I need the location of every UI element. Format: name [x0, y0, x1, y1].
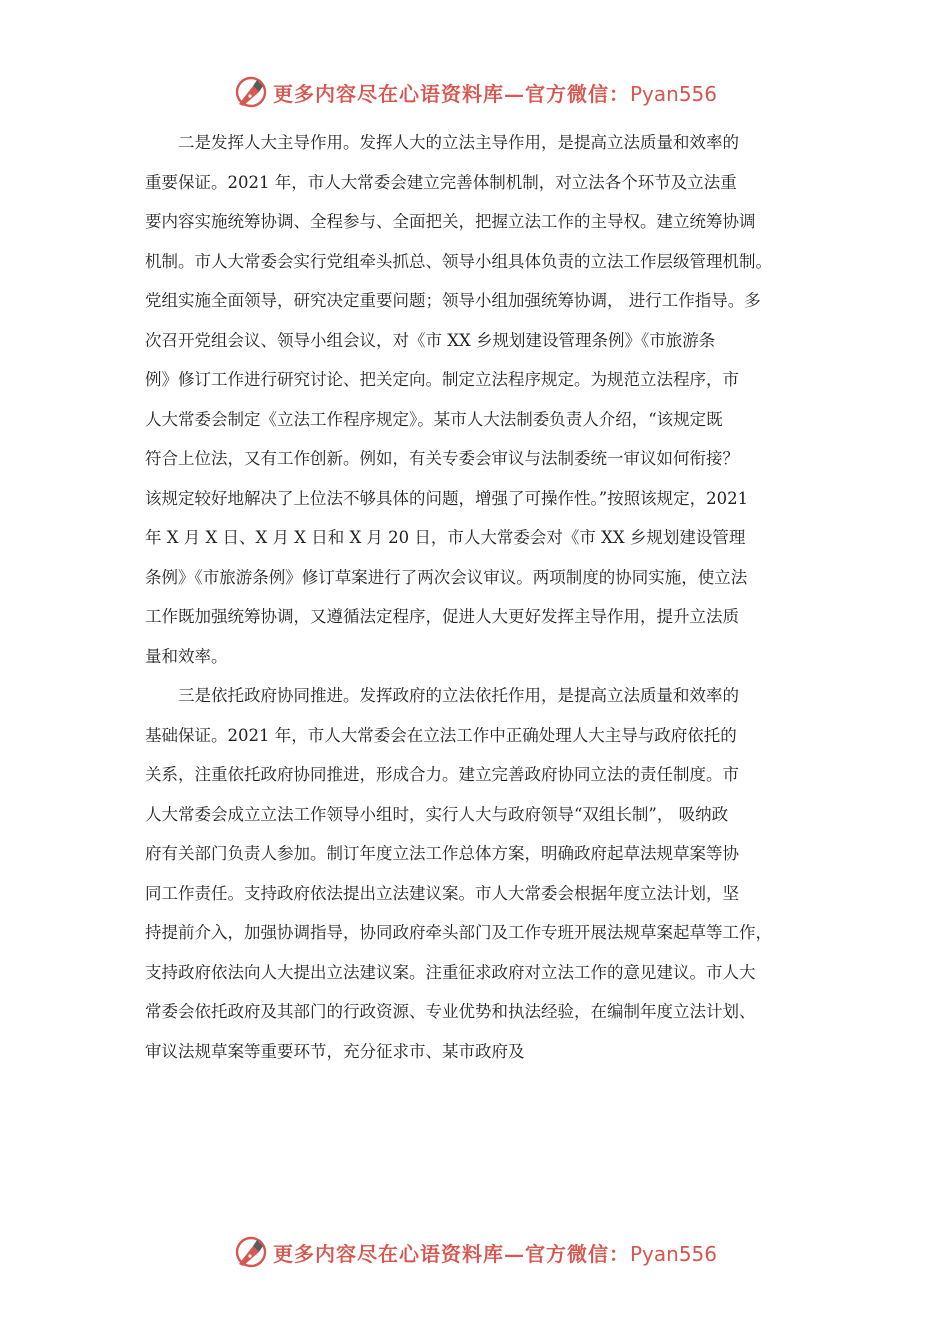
- text-line: 要内容实施统筹协调、全程参与、全面把关，把握立法工作的主导权。建立统筹协调: [145, 212, 756, 231]
- text-line: 党组实施全面领导，研究决定重要问题；领导小组加强统筹协调， 进行工作指导。多: [145, 291, 761, 310]
- text-line: 人大常委会制定《立法工作程序规定》。某市人大法制委负责人介绍，“该规定既: [145, 409, 723, 429]
- text-line: 同工作责任。支持政府依法提出立法建议案。市人大常委会根据年度立法计划，坚: [145, 883, 739, 903]
- text-line: 重要保证。2021 年，市人大常委会建立完善体制机制，对立法各个环节及立法重: [145, 172, 737, 192]
- watermark-text: 更多内容尽在心语资料库—官方微信：Pyan556: [272, 1241, 717, 1266]
- pen-nib-logo-icon: [233, 1234, 269, 1270]
- header-watermark: [0, 72, 950, 112]
- text-line: 量和效率。: [145, 646, 228, 666]
- paragraph-2: [145, 676, 825, 1071]
- text-line: 机制。市人大常委会实行党组牵头抓总、领导小组具体负责的立法工作层级管理机制。: [145, 251, 772, 271]
- footer-watermark: [0, 1232, 950, 1272]
- text-line: 常委会依托政府及其部门的行政资源、专业优势和执法经验，在编制年度立法计划、: [145, 1002, 756, 1021]
- text-line: 人大常委会成立立法工作领导小组时，实行人大与政府领导“双组长制”， 吸纳政: [145, 804, 729, 824]
- document-body: [145, 123, 825, 1071]
- text-line: 支持政府依法向人大提出立法建议案。注重征求政府对立法工作的意见建议。市人大: [145, 962, 756, 982]
- text-line: 审议法规草案等重要环节，充分征求市、某市政府及: [145, 1041, 525, 1061]
- text-line: 二是发挥人大主导作用。发挥人大的立法主导作用，是提高立法质量和效率的: [178, 133, 739, 152]
- text-line: 年 X 月 X 日、X 月 X 日和 X 月 20 日，市人大常委会对《市 XX 乡规划建设管理: [145, 528, 746, 547]
- text-line: 条例》《市旅游条例》修订草案进行了两次会议审议。两项制度的协同实施，使立法: [145, 567, 748, 587]
- text-line: 府有关部门负责人参加。制订年度立法工作总体方案，明确政府起草法规草案等协: [145, 844, 739, 863]
- text-line: 例》修订工作进行研究讨论、把关定向。制定立法程序规定。为规范立法程序，市: [145, 370, 739, 389]
- paragraph-1: [145, 123, 825, 676]
- pen-nib-logo-icon: [233, 74, 269, 110]
- watermark-text: 更多内容尽在心语资料库—官方微信：Pyan556: [272, 81, 717, 106]
- text-line: 持提前介入，加强协调指导，协同政府牵头部门及工作专班开展法规草案起草等工作，: [145, 923, 772, 942]
- text-line: 符合上位法，又有工作创新。例如，有关专委会审议与法制委统一审议如何衔接？: [145, 449, 739, 468]
- text-line: 次召开党组会议、领导小组会议，对《市 XX 乡规划建设管理条例》《市旅游条: [145, 330, 716, 350]
- text-line: 该规定较好地解决了上位法不够具体的问题，增强了可操作性。”按照该规定，2021: [145, 488, 749, 508]
- text-line: 关系，注重依托政府协同推进，形成合力。建立完善政府协同立法的责任制度。市: [145, 765, 739, 784]
- text-line: 基础保证。2021 年，市人大常委会在立法工作中正确处理人大主导与政府依托的: [145, 725, 737, 745]
- text-line: 工作既加强统筹协调，又遵循法定程序，促进人大更好发挥主导作用，提升立法质: [145, 607, 739, 626]
- text-line: 三是依托政府协同推进。发挥政府的立法依托作用，是提高立法质量和效率的: [178, 686, 739, 705]
